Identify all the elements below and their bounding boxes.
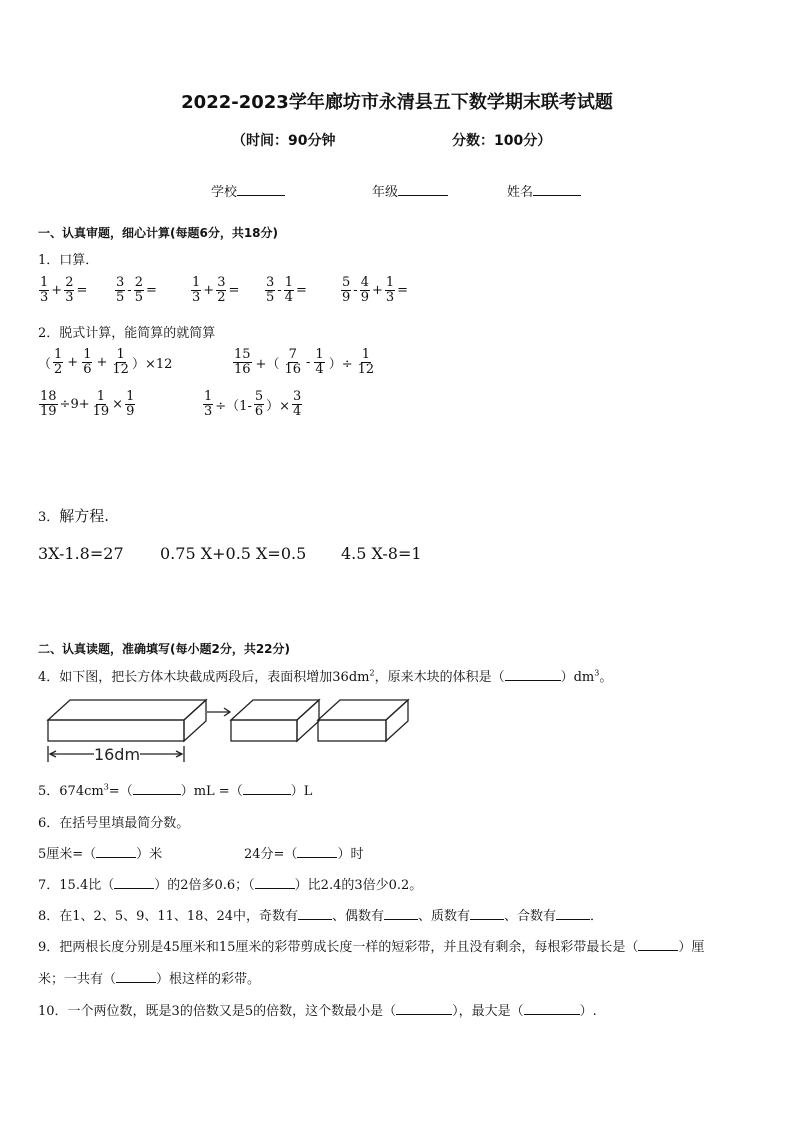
fraction — [39, 276, 49, 304]
denominator: 3 — [385, 289, 395, 305]
fraction — [92, 390, 111, 418]
fraction — [233, 348, 252, 376]
denominator: 5 — [134, 289, 143, 305]
answer-blank[interactable] — [114, 888, 154, 889]
numerator: 3 — [293, 389, 302, 404]
q6b-end: ）时 — [337, 847, 364, 862]
q10-mid: ），最大是（ — [452, 1004, 524, 1019]
q4-post: ）dm — [560, 670, 595, 685]
q3-text: 解方程. — [59, 507, 110, 525]
q9a-end: ）厘 — [678, 940, 705, 955]
fraction — [292, 390, 302, 418]
q5-mid2: ）mL =（ — [180, 784, 243, 799]
name-field[interactable] — [507, 181, 581, 200]
answer-blank[interactable] — [470, 919, 504, 920]
numerator: 1 — [284, 275, 293, 290]
denominator: 4 — [315, 361, 324, 377]
denominator: 2 — [217, 289, 226, 305]
fraction — [283, 348, 302, 376]
numerator: 1 — [40, 275, 49, 290]
equation-2: 0.75 X+0.5 X=0.5 — [160, 544, 307, 563]
operator: + — [67, 354, 79, 370]
q7-text — [38, 874, 422, 893]
operator: + — [51, 282, 63, 298]
q10-pre: 10．一个两位数，既是3的倍数又是5的倍数，这个数最小是（ — [38, 1004, 397, 1019]
q5-sup: 3 — [103, 782, 109, 792]
q7-pre: 7．15.4比（ — [38, 878, 115, 893]
answer-blank[interactable] — [96, 857, 136, 858]
operator: = — [228, 282, 240, 298]
denominator: 2 — [54, 361, 63, 377]
answer-blank[interactable] — [298, 919, 332, 920]
grade-label: 年级 — [372, 185, 399, 200]
q9b-end: ）根这样的彩带。 — [156, 972, 261, 987]
q8-m2: 、质数有 — [418, 909, 471, 924]
denominator: 4 — [284, 289, 293, 305]
fraction — [265, 276, 275, 304]
answer-blank[interactable] — [116, 982, 156, 983]
denominator: 6 — [83, 361, 92, 377]
operator: × — [112, 396, 124, 412]
answer-blank[interactable] — [556, 919, 590, 920]
q2-expression-2 — [232, 348, 376, 376]
q4-sup2: 3 — [594, 668, 600, 678]
school-label: 学校 — [211, 185, 238, 200]
q5-text — [38, 780, 312, 799]
q4-text — [38, 666, 612, 685]
fraction — [53, 348, 63, 376]
denominator: 16 — [284, 361, 301, 377]
oral-item — [190, 276, 239, 304]
q10-end: ）. — [579, 1004, 597, 1019]
operator: ）× — [266, 398, 291, 414]
q5-mid1: =（ — [108, 784, 133, 799]
name-label: 姓名 — [507, 185, 534, 200]
operator: = — [397, 282, 409, 298]
denominator: 5 — [116, 289, 125, 305]
q3-number: 3． — [38, 510, 60, 525]
q6a-end: ）米 — [136, 847, 163, 862]
denominator: 6 — [254, 403, 264, 419]
answer-blank[interactable] — [505, 680, 561, 681]
numerator: 18 — [40, 389, 57, 404]
numerator: 1 — [96, 389, 106, 404]
q10-text — [38, 1000, 597, 1019]
operator: ÷（1- — [215, 398, 252, 414]
operator: - — [277, 282, 282, 298]
q7-mid: ）的2倍多0.6；（ — [154, 878, 255, 893]
fraction — [284, 276, 294, 304]
denominator: 9 — [342, 289, 351, 305]
q6b-pre: 24分=（ — [244, 847, 298, 862]
operator: + — [203, 282, 215, 298]
q8-end: ． — [590, 909, 604, 924]
denominator: 3 — [40, 289, 49, 305]
fraction — [191, 276, 201, 304]
q9a-pre: 9．把两根长度分别是45厘米和15厘米的彩带剪成长度一样的短彩带，并且没有剩余，每根彩带最长是（ — [38, 940, 639, 955]
q6-text: 6．在括号里填最简分数。 — [38, 816, 190, 831]
answer-blank[interactable] — [524, 1014, 580, 1015]
numerator: 1 — [126, 389, 135, 404]
q8-m1: 、偶数有 — [331, 909, 384, 924]
q6a-pre: 5厘米=（ — [38, 847, 97, 862]
numerator: 1 — [385, 275, 395, 290]
q1-label: 1．口算． — [38, 253, 99, 268]
q9b-pre: 米；一共有（ — [38, 972, 117, 987]
denominator: 12 — [357, 361, 375, 377]
operator: +（ — [255, 356, 280, 372]
fraction — [82, 348, 92, 376]
q7-end: ）比2.4的3倍少0.2。 — [294, 878, 423, 893]
equation-1: 3X-1.8=27 — [38, 544, 124, 563]
oral-item — [340, 276, 408, 304]
fraction — [341, 276, 351, 304]
numerator: 15 — [234, 347, 251, 362]
numerator: 3 — [217, 275, 226, 290]
denominator: 19 — [40, 403, 57, 419]
numerator: 1 — [54, 347, 63, 362]
operator: ）÷ — [328, 356, 353, 372]
paren: （ — [38, 356, 52, 372]
denominator: 3 — [204, 403, 213, 419]
q5-pre: 5．674cm — [38, 784, 104, 799]
numerator: 1 — [83, 347, 92, 362]
denominator: 9 — [360, 289, 369, 305]
numerator: 1 — [315, 347, 324, 362]
oral-item — [38, 276, 87, 304]
operator: = — [295, 282, 307, 298]
figure-label: 16dm — [93, 745, 141, 764]
answer-blank[interactable] — [133, 794, 181, 795]
denominator: 16 — [234, 361, 251, 377]
operator: = — [145, 282, 157, 298]
numerator: 3 — [266, 275, 275, 290]
fraction — [111, 348, 130, 376]
operator: + — [371, 282, 383, 298]
operator: + — [96, 354, 108, 370]
fraction — [314, 348, 324, 376]
fraction — [254, 390, 264, 418]
oral-item — [114, 276, 157, 304]
operator: ÷9+ — [59, 396, 90, 412]
q2-expression-4 — [202, 390, 303, 418]
numerator: 4 — [360, 275, 369, 290]
q2-expression-1 — [38, 348, 172, 376]
cuboid-figure — [44, 694, 414, 766]
operator: - — [353, 282, 358, 298]
tail: ）×12 — [131, 356, 173, 372]
section2-heading: 二、认真读题，准确填写(每小题2分，共22分) — [38, 642, 291, 656]
q8-text — [38, 905, 603, 924]
q6b-text — [244, 843, 363, 862]
page-title: 2022-2023学年廊坊市永清县五下数学期末联考试题 — [181, 92, 613, 113]
fraction — [39, 390, 58, 418]
numerator: 3 — [116, 275, 125, 290]
q6a-text — [38, 843, 162, 862]
operator: = — [76, 282, 88, 298]
numerator: 1 — [116, 347, 125, 362]
q8-m3: 、合数有 — [504, 909, 557, 924]
denominator: 3 — [65, 289, 74, 305]
answer-blank[interactable] — [243, 794, 291, 795]
denominator: 5 — [266, 289, 275, 305]
denominator: 9 — [126, 403, 135, 419]
numerator: 2 — [65, 275, 74, 290]
exam-score: 分数：100分） — [452, 133, 552, 149]
denominator: 4 — [293, 403, 302, 419]
q2-expression-3 — [38, 390, 136, 418]
fraction — [216, 276, 226, 304]
q3-label — [38, 505, 109, 526]
answer-blank[interactable] — [396, 1014, 452, 1015]
q8-pre: 8．在1、2、5、9、11、18、24中，奇数有 — [38, 909, 298, 924]
denominator: 19 — [92, 403, 110, 419]
numerator: 5 — [254, 389, 264, 404]
fraction — [357, 348, 376, 376]
oral-item — [264, 276, 307, 304]
operator: - — [127, 282, 132, 298]
q9-line1 — [38, 936, 704, 955]
answer-blank[interactable] — [297, 857, 337, 858]
fraction — [125, 390, 135, 418]
q4-sup: 2 — [369, 668, 375, 678]
denominator: 3 — [192, 289, 201, 305]
q2-label: 2．脱式计算，能简算的就简算 — [38, 326, 216, 341]
grade-field[interactable] — [372, 181, 448, 200]
fraction — [115, 276, 125, 304]
numerator: 7 — [288, 347, 297, 362]
numerator: 1 — [204, 389, 213, 404]
exam-time: （时间：90分钟 — [232, 133, 336, 149]
answer-blank[interactable] — [638, 950, 678, 951]
operator: - — [306, 354, 311, 370]
answer-blank[interactable] — [255, 888, 295, 889]
q5-end: ）L — [290, 784, 313, 799]
fraction — [64, 276, 74, 304]
denominator: 12 — [112, 361, 129, 377]
q9-line2 — [38, 968, 260, 987]
fraction — [203, 390, 213, 418]
answer-blank[interactable] — [384, 919, 418, 920]
q4-end: 。 — [599, 670, 613, 685]
fraction — [134, 276, 144, 304]
fraction — [385, 276, 395, 304]
numerator: 1 — [361, 347, 370, 362]
numerator: 1 — [192, 275, 201, 290]
equation-3: 4.5 X-8=1 — [341, 544, 422, 563]
fraction — [360, 276, 370, 304]
numerator: 2 — [134, 275, 143, 290]
q4-pre: 4．如下图，把长方体木块截成两段后，表面积增加36dm — [38, 670, 370, 685]
section1-heading: 一、认真审题，细心计算(每题6分，共18分) — [38, 226, 279, 240]
school-field[interactable] — [211, 181, 285, 200]
q4-mid: ，原来木块的体积是（ — [374, 670, 505, 685]
numerator: 5 — [342, 275, 351, 290]
